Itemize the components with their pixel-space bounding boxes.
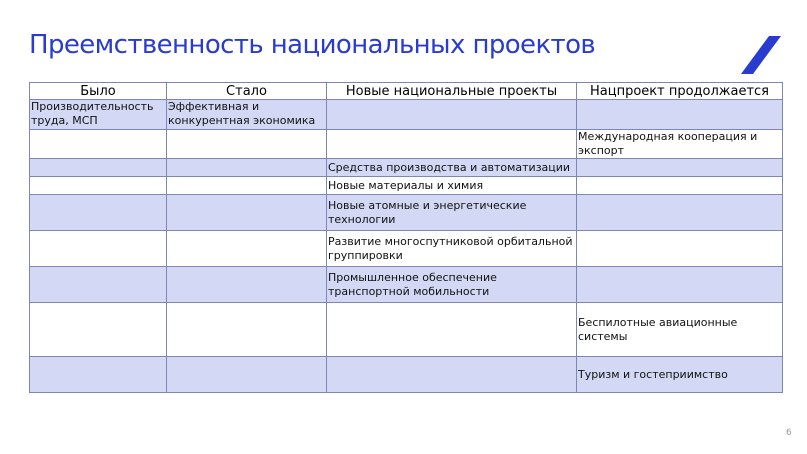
- table-cell: Беспилотные авиационные системы: [577, 303, 783, 357]
- table-cell: [577, 267, 783, 303]
- continuity-table: [29, 82, 783, 393]
- table-cell: Развитие многоспутниковой орбитальной группировки: [327, 231, 577, 267]
- table-cell: [167, 231, 327, 267]
- table-cell: [167, 267, 327, 303]
- table-row: [30, 177, 783, 195]
- table-cell: Новые материалы и химия: [327, 177, 577, 195]
- table-cell: [577, 100, 783, 130]
- table-cell: [577, 231, 783, 267]
- table-header-row: [30, 83, 783, 100]
- table-cell: [167, 159, 327, 177]
- table-cell: [327, 130, 577, 159]
- table-cell: [30, 303, 167, 357]
- table-row: [30, 159, 783, 177]
- table-cell: [167, 303, 327, 357]
- header-was: Было: [30, 83, 167, 100]
- table-cell: Туризм и гостеприимство: [577, 357, 783, 393]
- table-cell: [327, 303, 577, 357]
- table-row: [30, 303, 783, 357]
- table-row: [30, 195, 783, 231]
- table-cell: [30, 130, 167, 159]
- table-row: [30, 130, 783, 159]
- table-cell: Промышленное обеспечение транспортной мобильности: [327, 267, 577, 303]
- table-cell: Средства производства и автоматизации: [327, 159, 577, 177]
- table-row: [30, 357, 783, 393]
- table-cell: [30, 267, 167, 303]
- table-cell: Производительность труда, МСП: [30, 100, 167, 130]
- page-number: 6: [786, 428, 792, 438]
- table-cell: [577, 159, 783, 177]
- table-cell: [30, 195, 167, 231]
- table-cell: Эффективная и конкурентная экономика: [167, 100, 327, 130]
- header-continues: Нацпроект продолжается: [577, 83, 783, 100]
- table-cell: [30, 177, 167, 195]
- table-row: [30, 231, 783, 267]
- table-cell: [167, 177, 327, 195]
- table-cell: [30, 231, 167, 267]
- table-row: [30, 267, 783, 303]
- table-cell: [30, 159, 167, 177]
- table-cell: Новые атомные и энергетические технологии: [327, 195, 577, 231]
- table-row: [30, 100, 783, 130]
- table-cell: Международная кооперация и экспорт: [577, 130, 783, 159]
- table-cell: [167, 357, 327, 393]
- table-cell: [167, 130, 327, 159]
- page-title: Преемственность национальных проектов: [29, 30, 596, 60]
- header-new-projects: Новые национальные проекты: [327, 83, 577, 100]
- table-cell: [577, 195, 783, 231]
- table-cell: [167, 195, 327, 231]
- table-cell: [327, 357, 577, 393]
- table-cell: [30, 357, 167, 393]
- header-became: Стало: [167, 83, 327, 100]
- table-cell: [327, 100, 577, 130]
- table-cell: [577, 177, 783, 195]
- logo-stripe-icon: [741, 36, 781, 74]
